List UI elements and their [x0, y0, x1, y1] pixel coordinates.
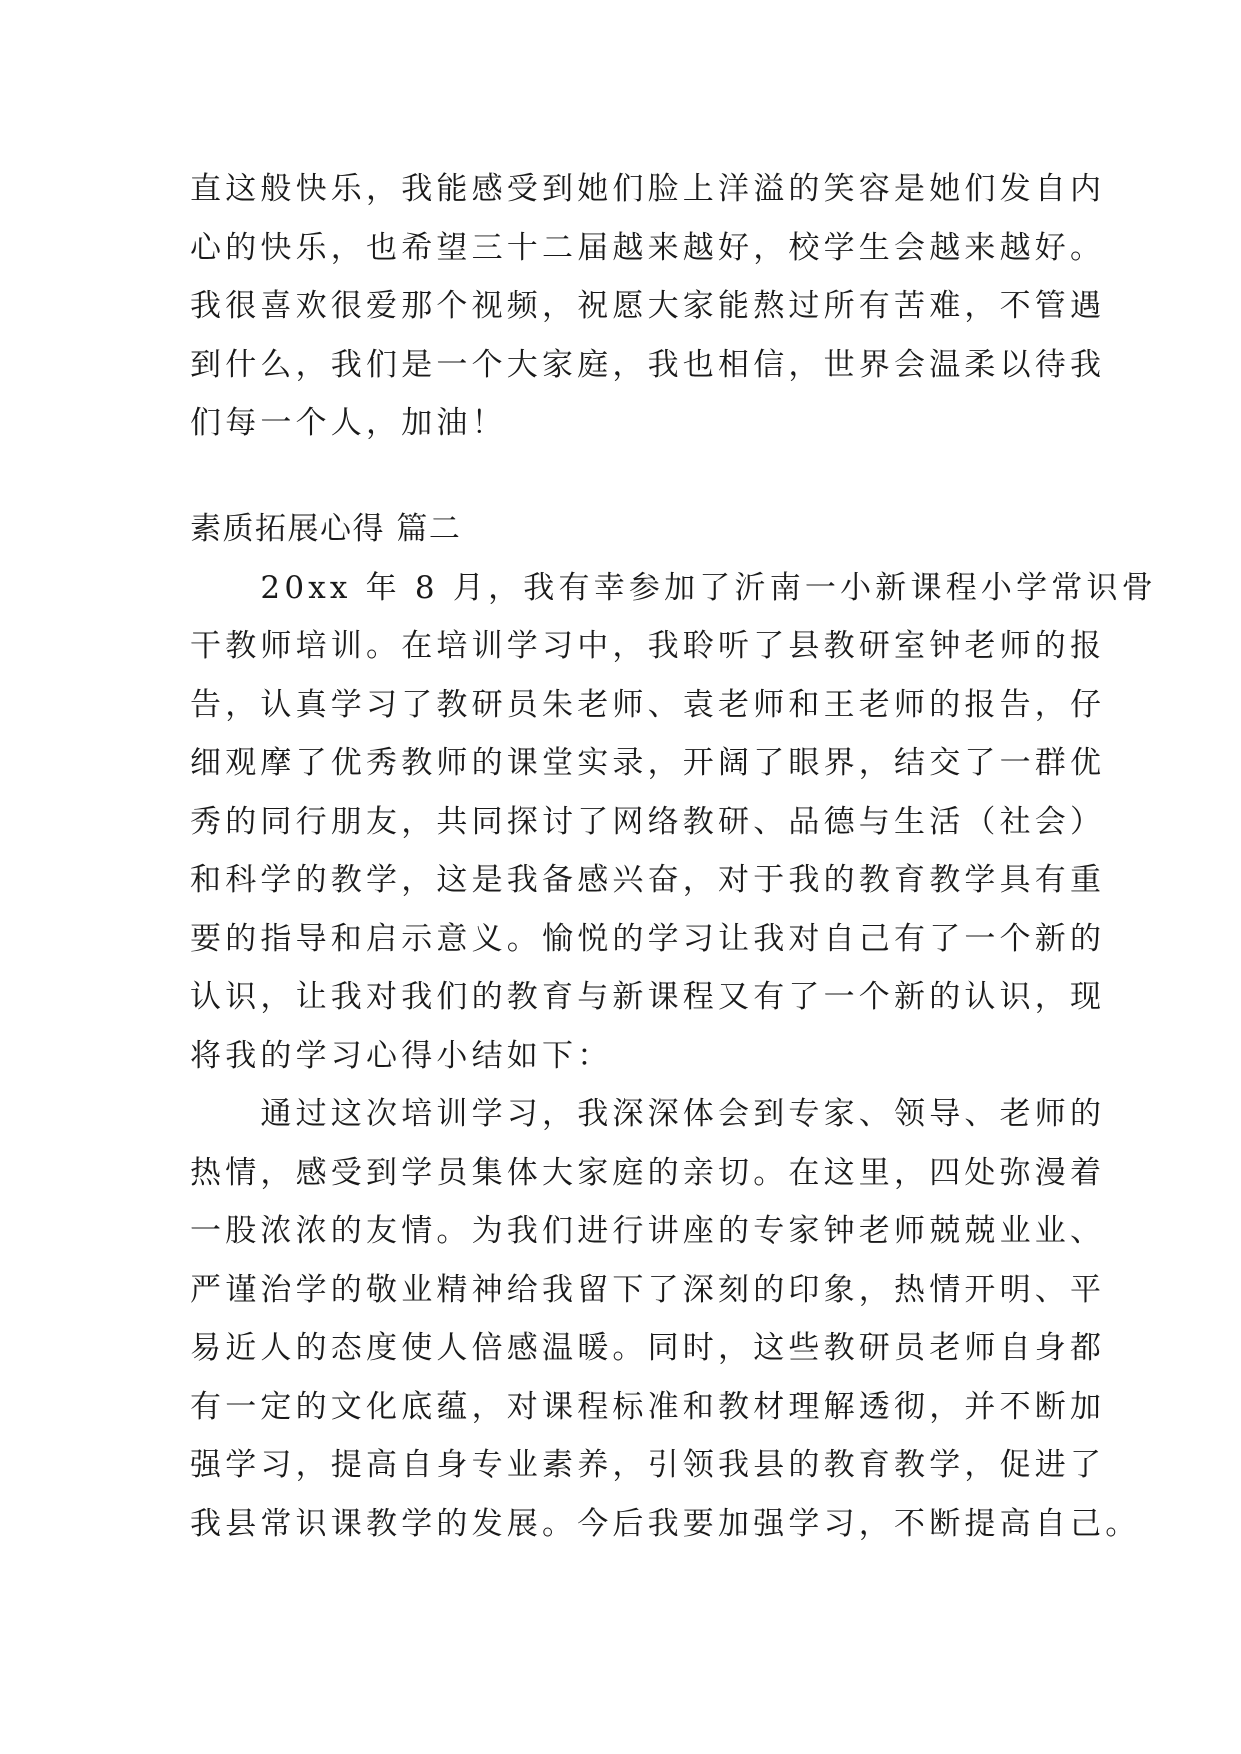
text-line: 认识，让我对我们的教育与新课程又有了一个新的认识，现: [190, 979, 1106, 1015]
text-line: 细观摩了优秀教师的课堂实录，开阔了眼界，结交了一群优: [190, 745, 1106, 781]
text-line: 通过这次培训学习，我深深体会到专家、领导、老师的: [190, 1096, 1106, 1132]
text-line: 心的快乐，也希望三十二届越来越好，校学生会越来越好。: [190, 229, 1106, 266]
text-line: 易近人的态度使人倍感温暖。同时，这些教研员老师自身都: [190, 1330, 1106, 1366]
text-line: 一股浓浓的友情。为我们进行讲座的专家钟老师兢兢业业、: [190, 1213, 1106, 1249]
text-line: 20xx 年 8 月，我有幸参加了沂南一小新课程小学常识骨: [190, 569, 1157, 606]
text-line: 热情，感受到学员集体大家庭的亲切。在这里，四处弥漫着: [190, 1154, 1106, 1191]
paragraph-continuation: [190, 160, 1106, 453]
text-line: 们每一个人，加油！: [190, 405, 507, 441]
section-two: [190, 500, 1157, 1553]
text-line: 秀的同行朋友，共同探讨了网络教研、品德与生活（社会）: [190, 803, 1106, 840]
text-line: 将我的学习心得小结如下：: [190, 1037, 613, 1074]
text-line: 到什么，我们是一个大家庭，我也相信，世界会温柔以待我: [190, 346, 1106, 383]
text-line: 严谨治学的敬业精神给我留下了深刻的印象，热情开明、平: [190, 1271, 1106, 1308]
text-line: 我县常识课教学的发展。今后我要加强学习，不断提高自己。: [190, 1505, 1141, 1542]
text-line: 强学习，提高自身专业素养，引领我县的教育教学，促进了: [190, 1447, 1106, 1483]
text-line: 要的指导和启示意义。愉悦的学习让我对自己有了一个新的: [190, 920, 1106, 957]
text-line: 我很喜欢很爱那个视频，祝愿大家能熬过所有苦难，不管遇: [190, 288, 1106, 324]
text-line: 直这般快乐，我能感受到她们脸上洋溢的笑容是她们发自内: [190, 171, 1106, 207]
text-line: 干教师培训。在培训学习中，我聆听了县教研室钟老师的报: [190, 628, 1106, 664]
text-line: 有一定的文化底蕴，对课程标准和教材理解透彻，并不断加: [190, 1388, 1106, 1425]
text-line: 告，认真学习了教研员朱老师、袁老师和王老师的报告，仔: [190, 686, 1106, 723]
text-line: 和科学的教学，这是我备感兴奋，对于我的教育教学具有重: [190, 862, 1106, 898]
section-heading: 素质拓展心得 篇二: [190, 511, 462, 547]
